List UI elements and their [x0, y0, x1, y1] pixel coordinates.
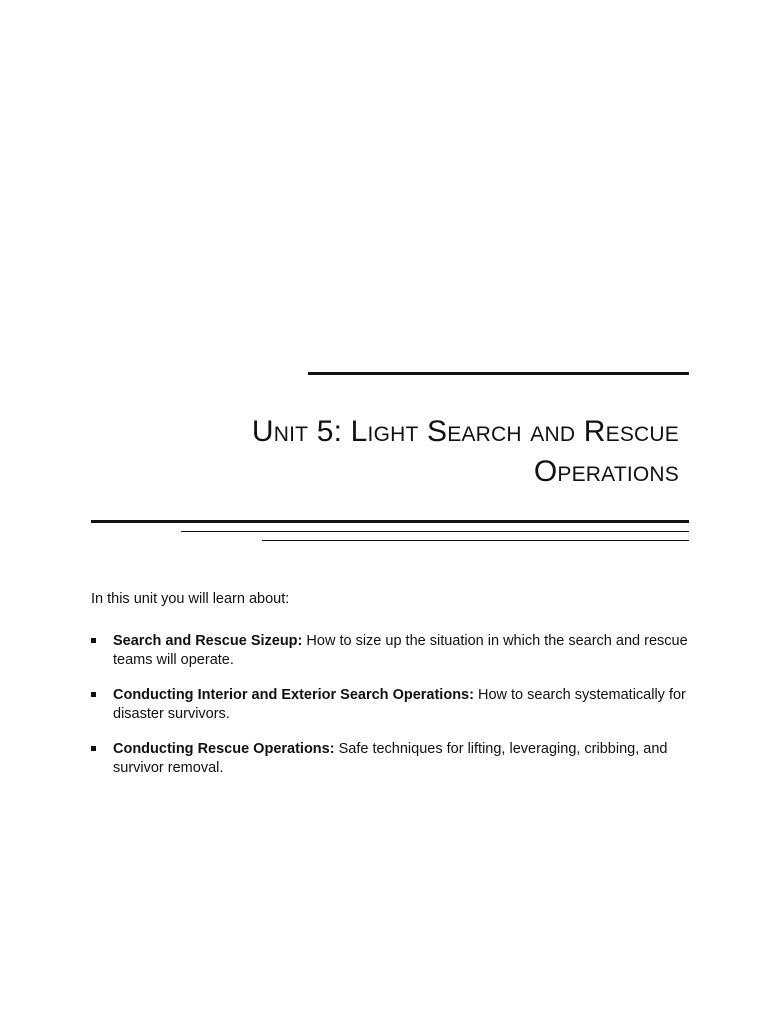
intro-text: In this unit you will learn about: — [91, 591, 290, 607]
title-rule-bottom — [262, 540, 689, 541]
unit-title — [159, 412, 679, 492]
square-bullet-icon — [91, 692, 96, 697]
unit-title-line-1: Unit 5: Light Search and Rescue — [251, 415, 679, 448]
list-item — [91, 686, 691, 724]
title-rule-middle — [181, 531, 689, 532]
topic-description: How to search systematically for disaster survivors. — [113, 687, 686, 722]
topic-title: Conducting Rescue Operations: — [113, 741, 335, 757]
topic-title: Search and Rescue Sizeup: — [113, 633, 303, 649]
topic-list — [91, 632, 691, 794]
square-bullet-icon — [91, 638, 96, 643]
topic-description: How to size up the situation in which the search and rescue teams will operate. — [113, 633, 688, 668]
list-item — [91, 632, 691, 670]
unit-title-line-2: Operations — [533, 455, 679, 488]
square-bullet-icon — [91, 746, 96, 751]
title-rule-top — [308, 372, 689, 375]
title-rule-thick — [91, 520, 689, 523]
topic-title: Conducting Interior and Exterior Search Operations: — [113, 687, 474, 703]
list-item — [91, 740, 691, 778]
topic-description: Safe techniques for lifting, leveraging, cribbing, and survivor removal. — [113, 741, 668, 776]
